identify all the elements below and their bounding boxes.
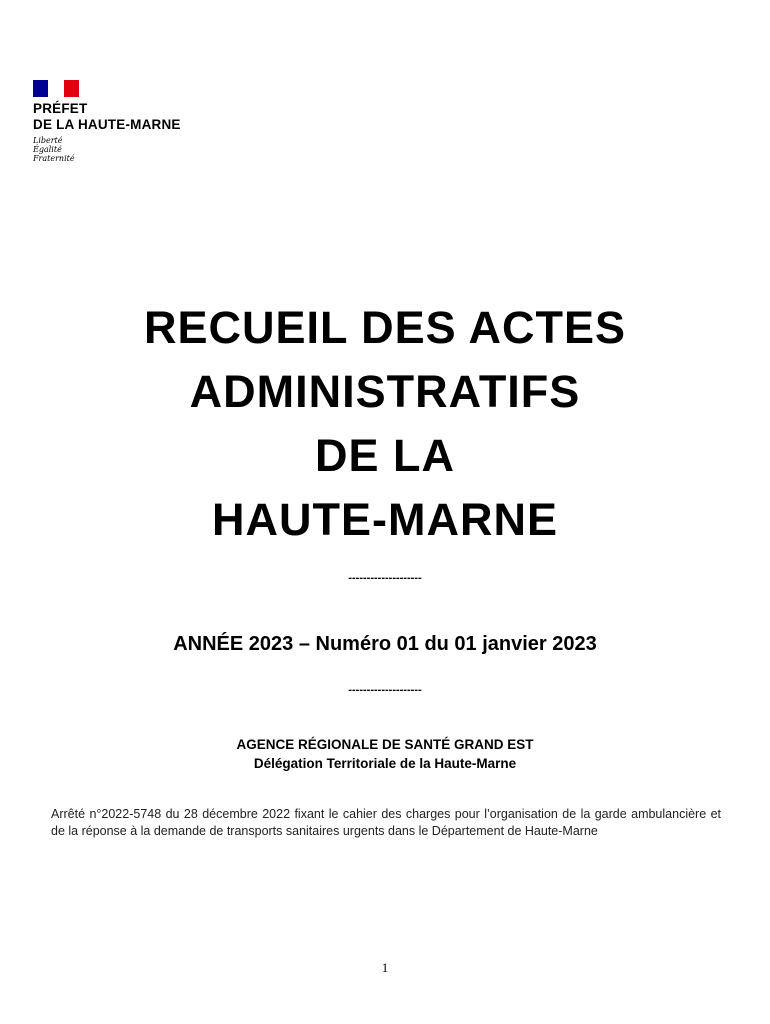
arrete-entry: Arrêté n°2022-5748 du 28 décembre 2022 fixant le cahier des charges pour l’organisation de la garde ambulancière et de la réponse à la demande de transports sanitaires urgents dans le Département de Haute-Marne: [51, 807, 721, 838]
republic-motto: [33, 136, 181, 163]
prefet-line-2: DE LA HAUTE-MARNE: [33, 117, 181, 132]
separator-top: --------------------: [348, 572, 422, 584]
motto-egalite: Égalité: [33, 145, 62, 154]
page-number: 1: [381, 960, 389, 975]
french-flag-icon: [33, 80, 79, 97]
title-line-3: DE LA: [315, 430, 455, 481]
title-line-1: RECUEIL DES ACTES: [143, 302, 627, 353]
agency-block: [0, 735, 770, 773]
document-title: [0, 296, 770, 552]
prefecture-logo: [33, 80, 181, 163]
motto-fraternite: Fraternité: [33, 154, 75, 163]
motto-liberte: Liberté: [33, 136, 63, 145]
title-line-4: HAUTE-MARNE: [212, 494, 558, 545]
separator-bottom: --------------------: [348, 684, 422, 696]
agency-name: AGENCE RÉGIONALE DE SANTÉ GRAND EST: [236, 737, 534, 752]
marianne-icon: [46, 82, 64, 95]
issue-heading: ANNÉE 2023 – Numéro 01 du 01 janvier 2023: [173, 633, 597, 655]
prefet-line-1: PRÉFET: [33, 101, 88, 116]
title-line-2: ADMINISTRATIFS: [189, 366, 581, 417]
agency-delegation: Délégation Territoriale de la Haute-Marne: [253, 756, 517, 771]
prefecture-name: [33, 101, 181, 133]
